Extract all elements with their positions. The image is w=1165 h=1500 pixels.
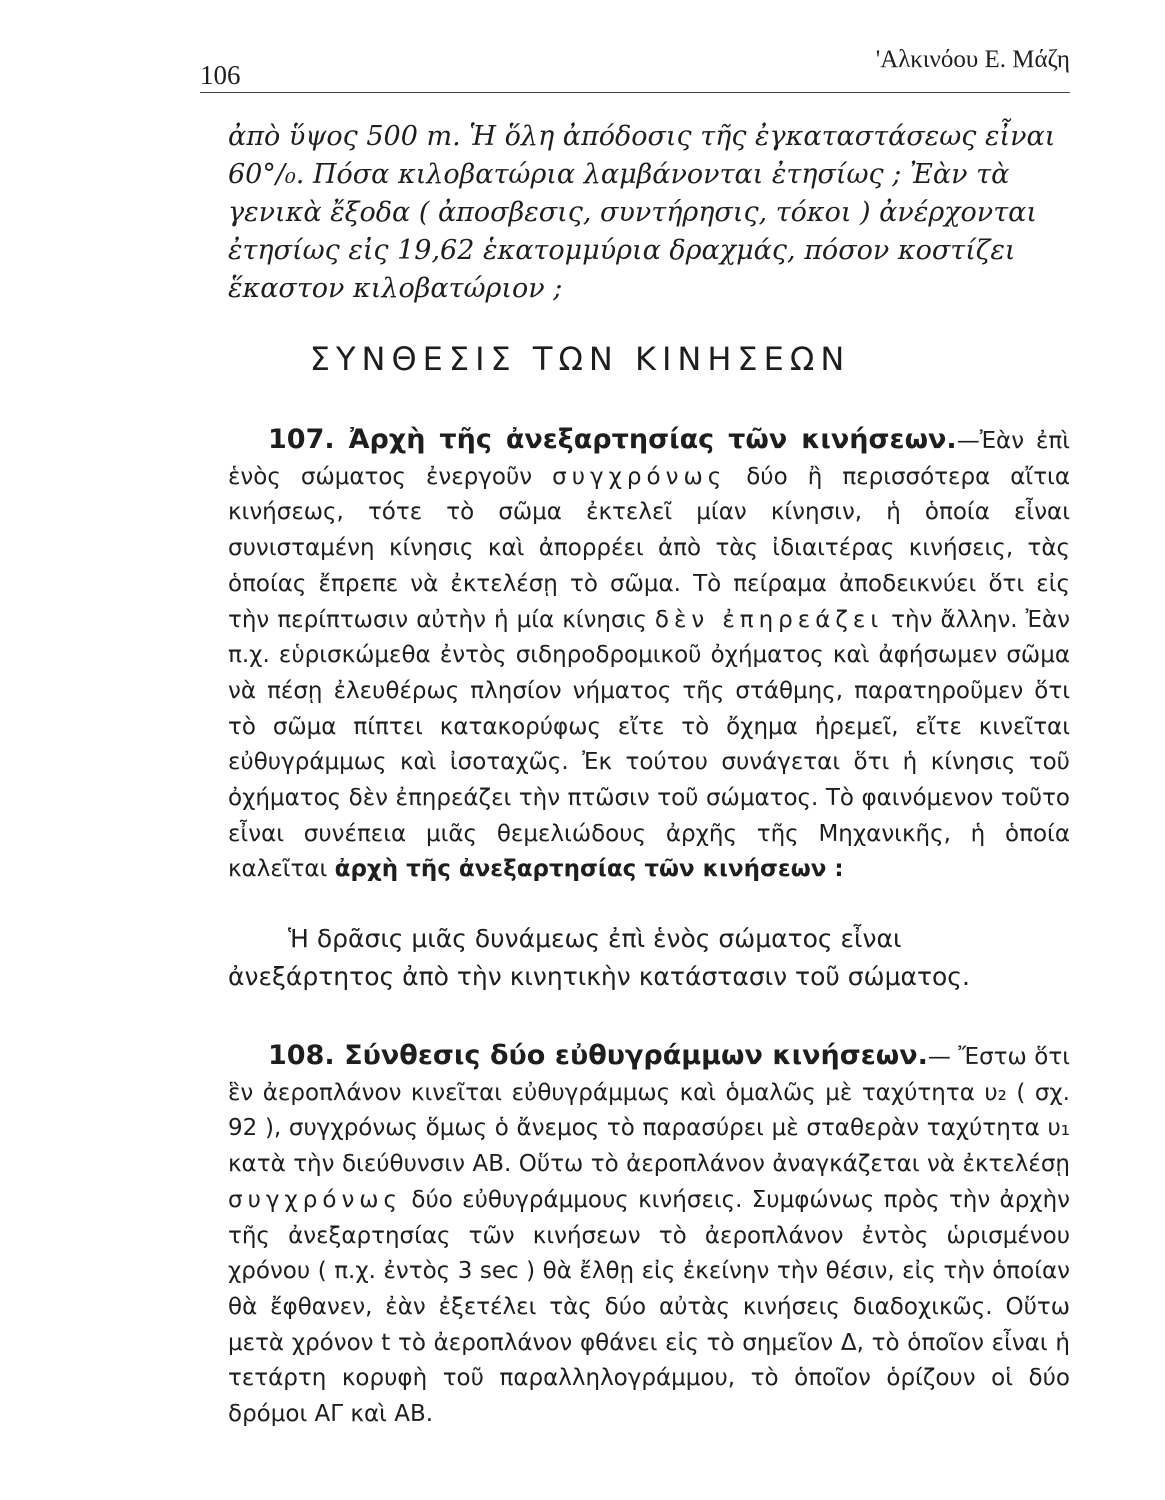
paragraph-107-text: —Ἐὰν ἐπὶ ἑνὸς σώματος ἐνεργοῦν: [228, 428, 1071, 490]
principle-statement: Ἡ δρᾶσις μιᾶς δυνάμεως ἐπὶ ἑνὸς σώματος εἶναι ἀνεξάρτητος ἀπὸ τὴν κινητικὴν κατάστασιν τοῦ σώματος.: [228, 924, 970, 991]
running-head: 'Αλκινόου Ε. Μάζη: [875, 46, 1070, 73]
paragraph-108-text: δύο εὐθυγράμμους κινήσεις. Συμφώνως πρὸς τὴν ἀρχὴν τῆς ἀνεξαρτησίας τῶν κινήσεων τὸ ἀεροπλάνον ἐντὸς ὡρισμένου χρόνου ( π.χ. ἐντὸς 3 sec ) θὰ ἔλθῃ εἰς ἐκείνην τὴν θέσιν, εἰς τὴν ὁποίαν θὰ ἔφθανεν, ἐὰν ἐξετέλει τὰς δύο αὐτὰς κινήσεις διαδοχικῶς. Οὕτω μετὰ χρόνον t τὸ ἀεροπλάνον φθάνει εἰς τὸ σημεῖον Δ, τὸ ὁποῖον εἶναι ἡ τετάρτη κορυφὴ τοῦ παραλληλογράμμου, τὸ ὁποῖον ὁρίζουν οἱ δύο δρόμοι ΑΓ καὶ ΑΒ.: [228, 1186, 1070, 1428]
page-header: [200, 40, 1070, 92]
section-title: ΣΥΝΘΕΣΙΣ ΤΩΝ ΚΙΝΗΣΕΩΝ: [309, 340, 851, 378]
header-rule: [200, 92, 1070, 93]
principle-name: ἀρχὴ τῆς ἀνεξαρτησίας τῶν κινήσεων :: [334, 856, 844, 883]
spaced-emphasis: δὲν ἐπηρεάζει: [654, 606, 884, 633]
page-number: 106: [200, 60, 241, 90]
paragraph-107-text: τὴν ἄλλην. Ἐὰν π.χ. εὑρισκώμεθα ἐντὸς σιδηροδρομικοῦ ὀχήματος καὶ ἀφήσωμεν σῶμα νὰ πέσῃ ἐλευθέρως πλησίον νήματος τῆς στάθμης, παρατηροῦμεν ὅτι τὸ σῶμα πίπτει κατακορύφως εἴτε τὸ ὄχημα ἠρεμεῖ, εἴτε κινεῖται εὐθυγράμμως καὶ ἰσοταχῶς. Ἐκ τούτου συνάγεται ὅτι ἡ κίνησις τοῦ ὀχήματος δὲν ἐπηρεάζει τὴν πτῶσιν τοῦ σώματος. Τὸ φαινόμενον τοῦτο εἶναι συνέπεια μιᾶς θεμελιώδους ἀρχῆς τῆς Μηχανικῆς, ἡ ὁποία καλεῖται: [228, 606, 1071, 883]
paragraph-107-heading: 107. Ἀρχὴ τῆς ἀνεξαρτησίας τῶν κινήσεων.: [268, 424, 957, 455]
spaced-emphasis: συγχρόνως: [228, 1186, 403, 1213]
paragraph-107-text: δύο ἢ περισσότερα αἴτια κινήσεως, τότε τὸ σῶμα ἐκτελεῖ μίαν κίνησιν, ἡ ὁποία εἶναι συνισταμένη κίνησις καὶ ἀπορρέει ἀπὸ τὰς ἰδιαιτέρας κινήσεις, τὰς ὁποίας ἔπρεπε νὰ ἐκτελέσῃ τὸ σῶμα. Τὸ πείραμα ἀποδεικνύει ὅτι εἰς τὴν περίπτωσιν αὐτὴν ἡ μία κίνησις: [228, 463, 1071, 633]
paragraph-108-text: — Ἔστω ὅτι ἓν ἀεροπλάνον κινεῖται εὐθυγράμμως καὶ ὁμαλῶς μὲ ταχύτητα υ₂ ( σχ. 92 ), συγχρόνως ὅμως ὁ ἄνεμος τὸ παρασύρει μὲ σταθερὰν ταχύτητα υ₁ κατὰ τὴν διεύθυνσιν ΑΒ. Οὕτω τὸ ἀεροπλάνον ἀναγκάζεται νὰ ἐκτελέσῃ: [228, 1044, 1070, 1178]
paragraph-107: [228, 422, 1070, 888]
spaced-emphasis: συγχρόνως: [552, 463, 727, 490]
paragraph-108: [228, 1038, 1070, 1433]
exercise-continuation: ἀπὸ ὕψος 500 m. Ἡ ὅλη ἀπόδοσις τῆς ἐγκαταστάσεως εἶναι 60°/₀. Πόσα κιλοβατώρια λαμβάνονται ἐτησίως ; Ἐὰν τὰ γενικὰ ἔξοδα ( ἀποσβεσις, συντήρησις, τόκοι ) ἀνέρχονται ἐτησίως εἰς 19,62 ἑκατομμύρια δραχμάς, πόσον κοστίζει ἕκαστον κιλοβατώριον ;: [228, 121, 1056, 304]
paragraph-108-heading: 108. Σύνθεσις δύο εὐθυγράμμων κινήσεων.: [268, 1040, 928, 1071]
